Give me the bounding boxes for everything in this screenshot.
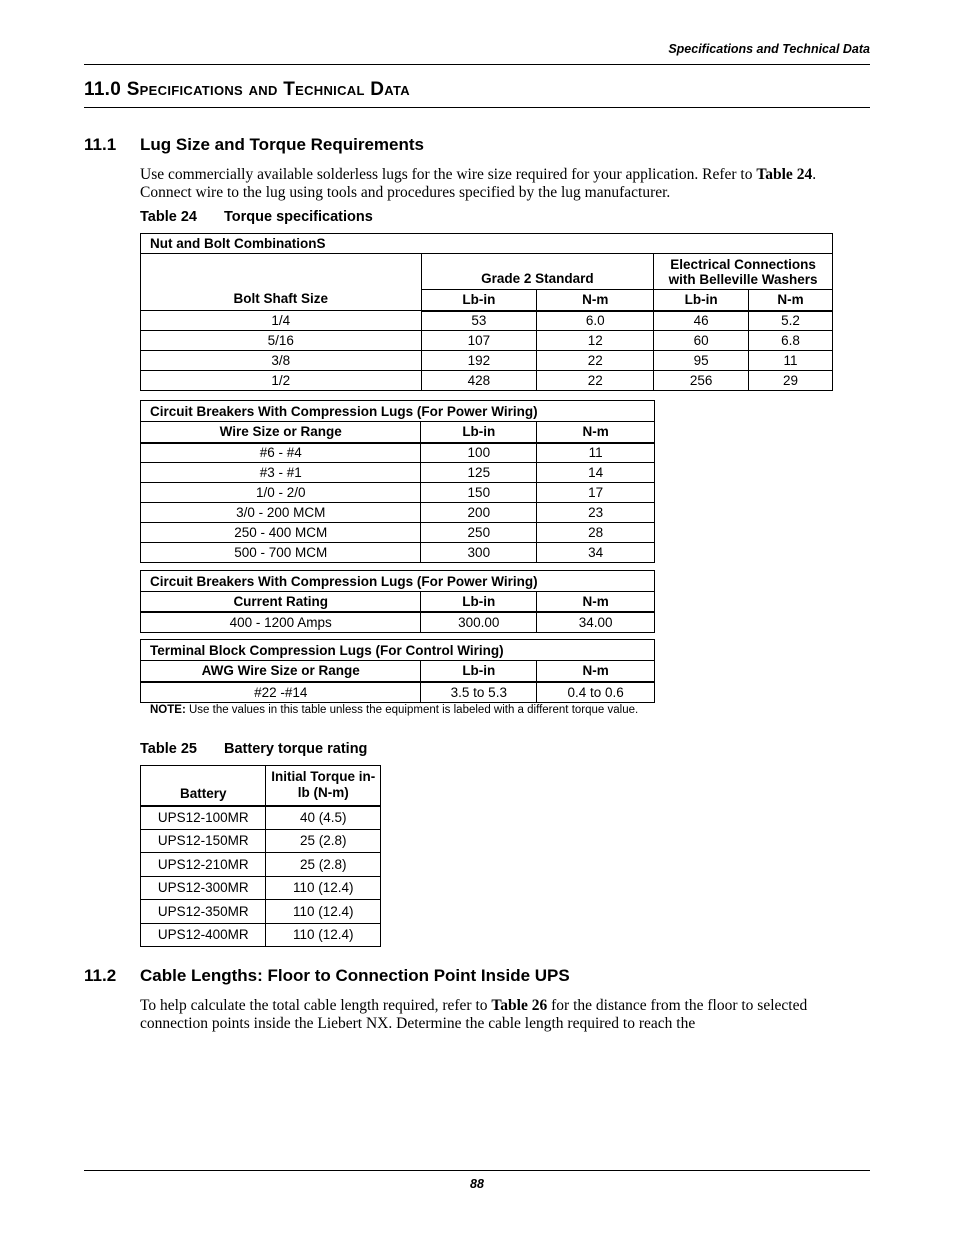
section-heading-11-2 xyxy=(84,966,570,986)
table-cell: 500 - 700 MCM xyxy=(141,543,421,563)
table-cell: 150 xyxy=(421,483,537,503)
battery-torque-table xyxy=(140,765,381,947)
table-cell: 0.4 to 0.6 xyxy=(537,682,655,703)
table-reference-link[interactable]: Table 26 xyxy=(491,997,548,1014)
table-row xyxy=(141,900,381,924)
column-header: AWG Wire Size or Range xyxy=(141,661,421,682)
table-cell: 17 xyxy=(537,483,655,503)
paragraph-text: for the distance from the floor to selected connection points inside the Liebert NX. Determine the cable length required to reach the xyxy=(140,997,808,1032)
chapter-rule xyxy=(84,107,870,108)
table-cell: 192 xyxy=(421,351,537,371)
table-cell: 250 - 400 MCM xyxy=(141,523,421,543)
column-header: Bolt Shaft Size xyxy=(141,254,422,311)
paragraph-text: . Connect wire to the lug using tools and procedures specified by the lug manufacturer. xyxy=(140,166,817,201)
table-row xyxy=(141,331,833,351)
table-row xyxy=(141,351,833,371)
table-row xyxy=(141,503,655,523)
section-number: 11.1 xyxy=(84,135,117,154)
table-title: Terminal Block Compression Lugs (For Control Wiring) xyxy=(141,640,655,661)
table-label: Table 24 xyxy=(140,209,197,225)
column-header: Wire Size or Range xyxy=(141,422,421,443)
table-cell: 60 xyxy=(654,331,749,351)
table-cell: #22 -#14 xyxy=(141,682,421,703)
table-cell: 53 xyxy=(421,311,537,331)
table-title: Circuit Breakers With Compression Lugs (For Power Wiring) xyxy=(141,571,655,592)
section-title: Lug Size and Torque Requirements xyxy=(140,135,424,154)
table-cell: 25 (2.8) xyxy=(266,829,381,853)
table-cell: 5.2 xyxy=(749,311,833,331)
terminal-block-table xyxy=(140,639,655,703)
table-cell: 11 xyxy=(537,443,655,463)
table-cell: 3/8 xyxy=(141,351,422,371)
paragraph-text: Use commercially available solderless lugs for the wire size required for your application. Refer to xyxy=(140,166,757,183)
table-cell: 1/2 xyxy=(141,371,422,391)
table-cell: UPS12-300MR xyxy=(141,876,266,900)
breaker-current-table xyxy=(140,570,655,633)
table-cell: 11 xyxy=(749,351,833,371)
table-cell: 1/0 - 2/0 xyxy=(141,483,421,503)
table-cell: 428 xyxy=(421,371,537,391)
column-header: N-m xyxy=(537,592,655,612)
table-cell: 6.8 xyxy=(749,331,833,351)
note-label: NOTE: xyxy=(150,704,186,716)
page-number: 88 xyxy=(470,1177,484,1191)
table-cell: 250 xyxy=(421,523,537,543)
column-header: Lb-in xyxy=(421,422,537,443)
section-11-1-paragraph xyxy=(140,166,860,202)
note-text: Use the values in this table unless the equipment is labeled with a different torque value. xyxy=(185,704,639,716)
table-reference-link[interactable]: Table 24 xyxy=(756,166,813,183)
table-24-caption xyxy=(140,209,373,225)
column-header: N-m xyxy=(537,422,655,443)
section-heading-11-1 xyxy=(84,135,424,155)
column-header: Lb-in xyxy=(421,661,537,682)
table-cell: UPS12-100MR xyxy=(141,806,266,830)
table-cell: 200 xyxy=(421,503,537,523)
table-row xyxy=(141,543,655,563)
paragraph-text: To help calculate the total cable length required, refer to xyxy=(140,997,492,1014)
table-caption-text: Battery torque rating xyxy=(224,741,368,757)
column-group-header: Electrical Connections with Belleville Washers xyxy=(654,254,833,290)
table-cell: 300 xyxy=(421,543,537,563)
nut-bolt-table xyxy=(140,233,833,391)
table-cell: 95 xyxy=(654,351,749,371)
table-cell: UPS12-350MR xyxy=(141,900,266,924)
column-header: N-m xyxy=(537,290,654,311)
table-row xyxy=(141,443,655,463)
table-cell: 107 xyxy=(421,331,537,351)
table-cell: 3/0 - 200 MCM xyxy=(141,503,421,523)
header-rule xyxy=(84,64,870,65)
table-row xyxy=(141,829,381,853)
table-cell: 110 (12.4) xyxy=(266,923,381,947)
table-cell: 125 xyxy=(421,463,537,483)
table-row xyxy=(141,876,381,900)
column-header: Battery xyxy=(141,766,266,806)
table-row xyxy=(141,806,381,830)
table-row xyxy=(141,853,381,877)
table-label: Table 25 xyxy=(140,741,197,757)
table-title: Nut and Bolt CombinationS xyxy=(141,234,833,254)
table-cell: UPS12-400MR xyxy=(141,923,266,947)
table-cell: 34 xyxy=(537,543,655,563)
table-row xyxy=(141,923,381,947)
table-cell: 110 (12.4) xyxy=(266,900,381,924)
table-cell: 29 xyxy=(749,371,833,391)
table-cell: 5/16 xyxy=(141,331,422,351)
column-group-header: Grade 2 Standard xyxy=(421,254,654,290)
table-row xyxy=(141,682,655,703)
table-caption-text: Torque specifications xyxy=(224,209,373,225)
table-row xyxy=(141,612,655,633)
table-cell: 3.5 to 5.3 xyxy=(421,682,537,703)
table-cell: 256 xyxy=(654,371,749,391)
footer-rule xyxy=(84,1170,870,1171)
table-cell: 110 (12.4) xyxy=(266,876,381,900)
table-cell: 1/4 xyxy=(141,311,422,331)
table-cell: UPS12-210MR xyxy=(141,853,266,877)
table-cell: 40 (4.5) xyxy=(266,806,381,830)
table-cell: #3 - #1 xyxy=(141,463,421,483)
table-cell: #6 - #4 xyxy=(141,443,421,463)
section-11-2-paragraph xyxy=(140,997,860,1033)
column-header: N-m xyxy=(749,290,833,311)
table-cell: 300.00 xyxy=(421,612,537,633)
table-cell: 22 xyxy=(537,351,654,371)
column-header: Lb-in xyxy=(421,592,537,612)
table-row xyxy=(141,523,655,543)
table-cell: UPS12-150MR xyxy=(141,829,266,853)
table-cell: 6.0 xyxy=(537,311,654,331)
running-header: Specifications and Technical Data xyxy=(668,42,870,56)
breaker-wire-table xyxy=(140,400,655,563)
table-row xyxy=(141,483,655,503)
table-cell: 12 xyxy=(537,331,654,351)
table-cell: 34.00 xyxy=(537,612,655,633)
table-25-caption xyxy=(140,741,367,757)
table-note xyxy=(150,704,638,716)
table-row xyxy=(141,463,655,483)
table-title: Circuit Breakers With Compression Lugs (For Power Wiring) xyxy=(141,401,655,422)
table-cell: 23 xyxy=(537,503,655,523)
column-header: N-m xyxy=(537,661,655,682)
column-header: Lb-in xyxy=(654,290,749,311)
table-cell: 22 xyxy=(537,371,654,391)
section-number: 11.2 xyxy=(84,966,117,985)
table-cell: 25 (2.8) xyxy=(266,853,381,877)
table-cell: 28 xyxy=(537,523,655,543)
column-header: Lb-in xyxy=(421,290,537,311)
table-cell: 400 - 1200 Amps xyxy=(141,612,421,633)
table-cell: 46 xyxy=(654,311,749,331)
table-cell: 14 xyxy=(537,463,655,483)
table-cell: 100 xyxy=(421,443,537,463)
section-title: Cable Lengths: Floor to Connection Point Inside UPS xyxy=(140,966,570,985)
column-header: Current Rating xyxy=(141,592,421,612)
column-header: Initial Torque in-lb (N-m) xyxy=(266,766,381,806)
table-row xyxy=(141,311,833,331)
chapter-title: 11.0 Specifications and Technical Data xyxy=(84,79,410,100)
table-row xyxy=(141,371,833,391)
